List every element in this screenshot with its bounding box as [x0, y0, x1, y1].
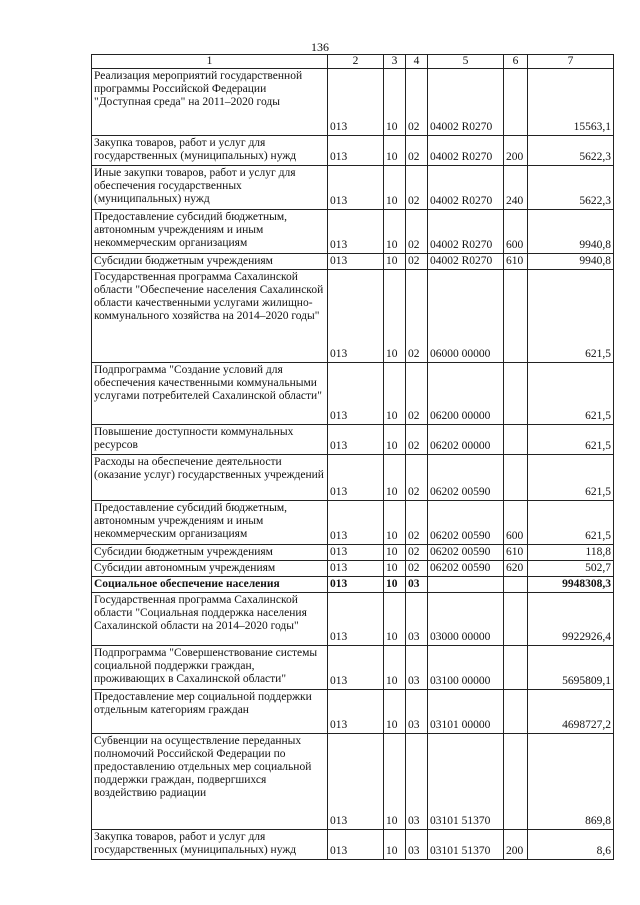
- target-article-code: 04002 R0270: [428, 136, 504, 166]
- expense-type-code: [504, 455, 528, 501]
- amount-value: 621,5: [528, 425, 614, 455]
- section-code: 10: [384, 69, 406, 136]
- section-code: 10: [384, 690, 406, 734]
- target-article-code: 06202 00590: [428, 561, 504, 577]
- section-code: 10: [384, 136, 406, 166]
- subsection-code: 03: [406, 577, 428, 593]
- target-article-code: 06202 00000: [428, 425, 504, 455]
- target-article-code: 03000 00000: [428, 593, 504, 646]
- budget-table: [91, 54, 614, 860]
- ministry-code: 013: [328, 425, 384, 455]
- target-article-code: 06202 00590: [428, 455, 504, 501]
- row-name: Субсидии бюджетным учреждениям: [92, 545, 328, 561]
- subsection-code: 02: [406, 254, 428, 270]
- subsection-code: 02: [406, 136, 428, 166]
- expense-type-code: 200: [504, 136, 528, 166]
- target-article-code: 06202 00590: [428, 545, 504, 561]
- ministry-code: 013: [328, 501, 384, 545]
- expense-type-code: [504, 577, 528, 593]
- ministry-code: 013: [328, 561, 384, 577]
- column-header: 7: [528, 55, 614, 69]
- row-name: Государственная программа Сахалинской области "Социальная поддержка населения Сахалинской области на 2014–2020 годы": [92, 593, 328, 646]
- ministry-code: 013: [328, 545, 384, 561]
- table-row: [92, 254, 614, 270]
- row-name: Закупка товаров, работ и услуг для государственных (муниципальных) нужд: [92, 136, 328, 166]
- section-code: 10: [384, 455, 406, 501]
- expense-type-code: [504, 425, 528, 455]
- page-number: 136: [311, 40, 329, 54]
- amount-value: 621,5: [528, 363, 614, 425]
- expense-type-code: 620: [504, 561, 528, 577]
- row-name: Закупка товаров, работ и услуг для государственных (муниципальных) нужд: [92, 830, 328, 860]
- subsection-code: 02: [406, 501, 428, 545]
- column-header: 6: [504, 55, 528, 69]
- amount-value: 5695809,1: [528, 646, 614, 690]
- ministry-code: 013: [328, 136, 384, 166]
- section-code: 10: [384, 425, 406, 455]
- row-name: Предоставление субсидий бюджетным, автономным учреждениям и иным некоммерческим организациям: [92, 210, 328, 254]
- amount-value: 5622,3: [528, 136, 614, 166]
- table-row: [92, 577, 614, 593]
- subsection-code: 03: [406, 734, 428, 830]
- column-header: 3: [384, 55, 406, 69]
- table-header-row: [92, 55, 614, 69]
- subsection-code: 02: [406, 425, 428, 455]
- section-code: 10: [384, 593, 406, 646]
- amount-value: 621,5: [528, 270, 614, 363]
- subsection-code: 02: [406, 455, 428, 501]
- row-name: Субсидии автономным учреждениям: [92, 561, 328, 577]
- section-code: 10: [384, 830, 406, 860]
- table-row: [92, 646, 614, 690]
- subsection-code: 02: [406, 363, 428, 425]
- ministry-code: 013: [328, 270, 384, 363]
- expense-type-code: [504, 593, 528, 646]
- amount-value: 118,8: [528, 545, 614, 561]
- target-article-code: 03101 51370: [428, 830, 504, 860]
- target-article-code: 06000 00000: [428, 270, 504, 363]
- ministry-code: 013: [328, 69, 384, 136]
- amount-value: 5622,3: [528, 166, 614, 210]
- row-name: Субсидии бюджетным учреждениям: [92, 254, 328, 270]
- table-row: [92, 501, 614, 545]
- target-article-code: 06200 00000: [428, 363, 504, 425]
- amount-value: 621,5: [528, 455, 614, 501]
- section-code: 10: [384, 254, 406, 270]
- table-row: [92, 425, 614, 455]
- section-code: 10: [384, 646, 406, 690]
- amount-value: 15563,1: [528, 69, 614, 136]
- subsection-code: 03: [406, 690, 428, 734]
- amount-value: 9922926,4: [528, 593, 614, 646]
- amount-value: 4698727,2: [528, 690, 614, 734]
- ministry-code: 013: [328, 254, 384, 270]
- table-row: [92, 455, 614, 501]
- section-code: 10: [384, 561, 406, 577]
- subsection-code: 02: [406, 270, 428, 363]
- expense-type-code: [504, 734, 528, 830]
- ministry-code: 013: [328, 593, 384, 646]
- expense-type-code: 610: [504, 545, 528, 561]
- section-code: 10: [384, 545, 406, 561]
- section-code: 10: [384, 363, 406, 425]
- target-article-code: 03100 00000: [428, 646, 504, 690]
- section-code: 10: [384, 166, 406, 210]
- ministry-code: 013: [328, 210, 384, 254]
- subsection-code: 03: [406, 593, 428, 646]
- expense-type-code: 600: [504, 210, 528, 254]
- row-name: Подпрограмма "Создание условий для обеспечения качественными коммунальными услугами потребителей Сахалинской области": [92, 363, 328, 425]
- subsection-code: 02: [406, 545, 428, 561]
- table-row: [92, 69, 614, 136]
- subsection-code: 02: [406, 69, 428, 136]
- table-row: [92, 363, 614, 425]
- table-row: [92, 270, 614, 363]
- row-name: Предоставление субсидий бюджетным, автономным учреждениям и иным некоммерческим организациям: [92, 501, 328, 545]
- amount-value: 621,5: [528, 501, 614, 545]
- section-code: 10: [384, 577, 406, 593]
- column-header: 2: [328, 55, 384, 69]
- ministry-code: 013: [328, 577, 384, 593]
- amount-value: 9940,8: [528, 254, 614, 270]
- column-header: 1: [92, 55, 328, 69]
- expense-type-code: 240: [504, 166, 528, 210]
- ministry-code: 013: [328, 363, 384, 425]
- expense-type-code: [504, 69, 528, 136]
- ministry-code: 013: [328, 646, 384, 690]
- expense-type-code: [504, 646, 528, 690]
- table-row: [92, 561, 614, 577]
- table-row: [92, 690, 614, 734]
- row-name: Социальное обеспечение населения: [92, 577, 328, 593]
- section-code: 10: [384, 501, 406, 545]
- table-row: [92, 166, 614, 210]
- subsection-code: 02: [406, 210, 428, 254]
- row-name: Расходы на обеспечение деятельности (оказание услуг) государственных учреждений: [92, 455, 328, 501]
- table-row: [92, 545, 614, 561]
- row-name: Реализация мероприятий государственной программы Российской Федерации "Доступная среда" на 2011–2020 годы: [92, 69, 328, 136]
- expense-type-code: [504, 363, 528, 425]
- target-article-code: [428, 577, 504, 593]
- ministry-code: 013: [328, 166, 384, 210]
- target-article-code: 04002 R0270: [428, 69, 504, 136]
- amount-value: 869,8: [528, 734, 614, 830]
- subsection-code: 03: [406, 830, 428, 860]
- subsection-code: 02: [406, 166, 428, 210]
- amount-value: 8,6: [528, 830, 614, 860]
- target-article-code: 04002 R0270: [428, 166, 504, 210]
- section-code: 10: [384, 270, 406, 363]
- row-name: Подпрограмма "Совершенствование системы социальной поддержки граждан, проживающих в Сахалинской области": [92, 646, 328, 690]
- expense-type-code: [504, 690, 528, 734]
- expense-type-code: [504, 270, 528, 363]
- target-article-code: 03101 00000: [428, 690, 504, 734]
- table-row: [92, 593, 614, 646]
- ministry-code: 013: [328, 734, 384, 830]
- row-name: Предоставление мер социальной поддержки отдельным категориям граждан: [92, 690, 328, 734]
- expense-type-code: 600: [504, 501, 528, 545]
- subsection-code: 03: [406, 646, 428, 690]
- row-name: Иные закупки товаров, работ и услуг для обеспечения государственных (муниципальных) нужд: [92, 166, 328, 210]
- target-article-code: 06202 00590: [428, 501, 504, 545]
- column-header: 5: [428, 55, 504, 69]
- amount-value: 9948308,3: [528, 577, 614, 593]
- section-code: 10: [384, 210, 406, 254]
- row-name: Субвенции на осуществление переданных полномочий Российской Федерации по предоставлению отдельных мер социальной поддержки граждан, подвергшихся воздействию радиации: [92, 734, 328, 830]
- expense-type-code: 610: [504, 254, 528, 270]
- ministry-code: 013: [328, 830, 384, 860]
- section-code: 10: [384, 734, 406, 830]
- target-article-code: 04002 R0270: [428, 254, 504, 270]
- row-name: Государственная программа Сахалинской области "Обеспечение населения Сахалинской области качественными услугами жилищно-коммунального хозяйства на 2014–2020 годы": [92, 270, 328, 363]
- ministry-code: 013: [328, 690, 384, 734]
- ministry-code: 013: [328, 455, 384, 501]
- table-row: [92, 734, 614, 830]
- amount-value: 502,7: [528, 561, 614, 577]
- amount-value: 9940,8: [528, 210, 614, 254]
- table-row: [92, 210, 614, 254]
- row-name: Повышение доступности коммунальных ресурсов: [92, 425, 328, 455]
- target-article-code: 03101 51370: [428, 734, 504, 830]
- column-header: 4: [406, 55, 428, 69]
- subsection-code: 02: [406, 561, 428, 577]
- expense-type-code: 200: [504, 830, 528, 860]
- target-article-code: 04002 R0270: [428, 210, 504, 254]
- table-row: [92, 136, 614, 166]
- table-row: [92, 830, 614, 860]
